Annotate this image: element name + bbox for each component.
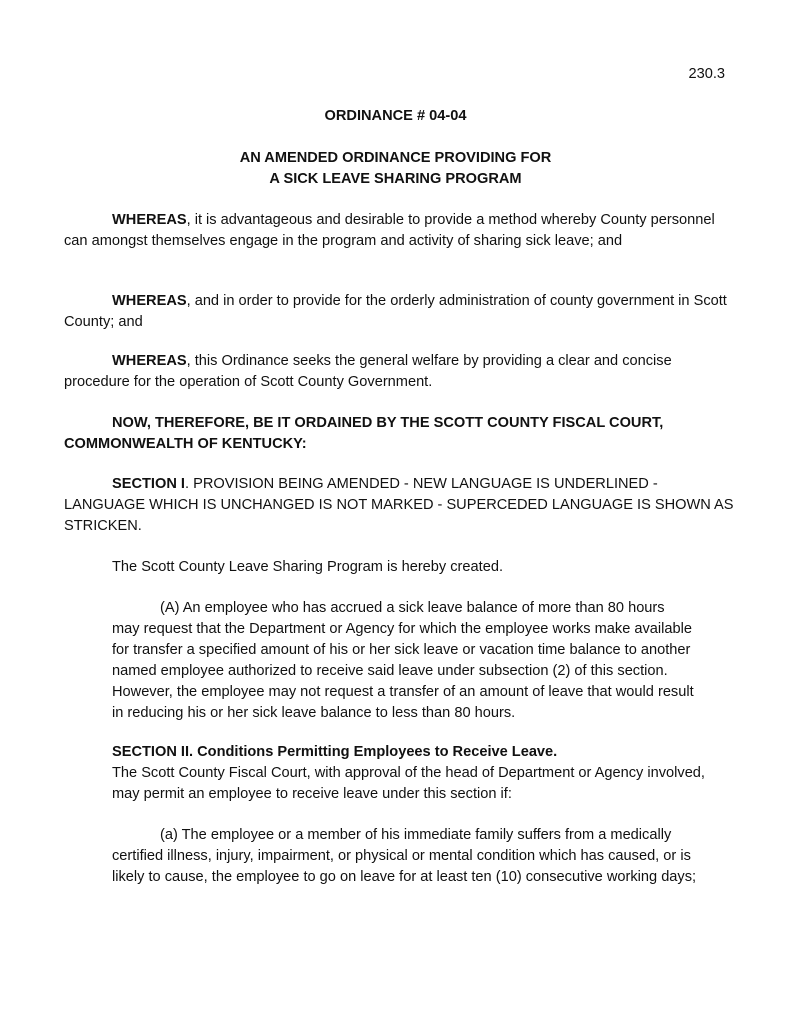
section-2-text: The Scott County Fiscal Court, with approval of the head of Department or Agency involved, may permit an employee to receive leave under this section if: <box>112 765 705 802</box>
whereas-paragraph-3 <box>64 351 734 393</box>
section-1-paragraph <box>64 474 734 537</box>
subtitle-line-2: A SICK LEAVE SHARING PROGRAM <box>269 171 522 187</box>
whereas-keyword: WHEREAS <box>112 293 187 309</box>
whereas-keyword: WHEREAS <box>112 353 187 369</box>
section-1-text: . PROVISION BEING AMENDED - NEW LANGUAGE IS UNDERLINED - LANGUAGE WHICH IS UNCHANGED IS NOT MARKED - SUPERCEDED LANGUAGE IS SHOWN AS STRICKEN. <box>64 476 734 534</box>
section-1-heading: SECTION I <box>112 476 185 492</box>
whereas-text: , this Ordinance seeks the general welfare by providing a clear and concise procedure for the operation of Scott County Government. <box>64 353 672 390</box>
ordinance-title: ORDINANCE # 04-04 <box>324 108 467 124</box>
whereas-paragraph-2 <box>64 291 734 333</box>
subtitle-line-1: AN AMENDED ORDINANCE PROVIDING FOR <box>239 150 552 166</box>
program-created-sentence: The Scott County Leave Sharing Program is hereby created. <box>112 559 503 575</box>
section-2-paragraph <box>112 742 734 805</box>
whereas-text: , and in order to provide for the orderly administration of county government in Scott County; and <box>64 293 727 330</box>
page-number: 230.3 <box>688 66 725 82</box>
whereas-keyword: WHEREAS <box>112 212 187 228</box>
paragraph-a-upper: (A) An employee who has accrued a sick leave balance of more than 80 hours may request that the Department or Agency for which the employee works make available for transfer a specified amount of his or her sick leave or vacation time balance to another named employee authorized to receive said leave under subsection (2) of this section. However, the employee may not request a transfer of an amount of leave that would result in reducing his or her sick leave balance to less than 80 hours. <box>112 600 694 721</box>
section-2-heading: SECTION II. Conditions Permitting Employees to Receive Leave. <box>112 744 558 760</box>
ordained-clause: NOW, THEREFORE, BE IT ORDAINED BY THE SCOTT COUNTY FISCAL COURT, COMMONWEALTH OF KENTUCKY: <box>64 415 664 452</box>
whereas-text: , it is advantageous and desirable to provide a method whereby County personnel can amongst themselves engage in the program and activity of sharing sick leave; and <box>64 212 715 249</box>
paragraph-a-lower: (a) The employee or a member of his immediate family suffers from a medically certified illness, injury, impairment, or physical or mental condition which has caused, or is likely to cause, the employee to go on leave for at least ten (10) consecutive working days; <box>112 827 697 885</box>
whereas-paragraph-1 <box>64 210 734 252</box>
